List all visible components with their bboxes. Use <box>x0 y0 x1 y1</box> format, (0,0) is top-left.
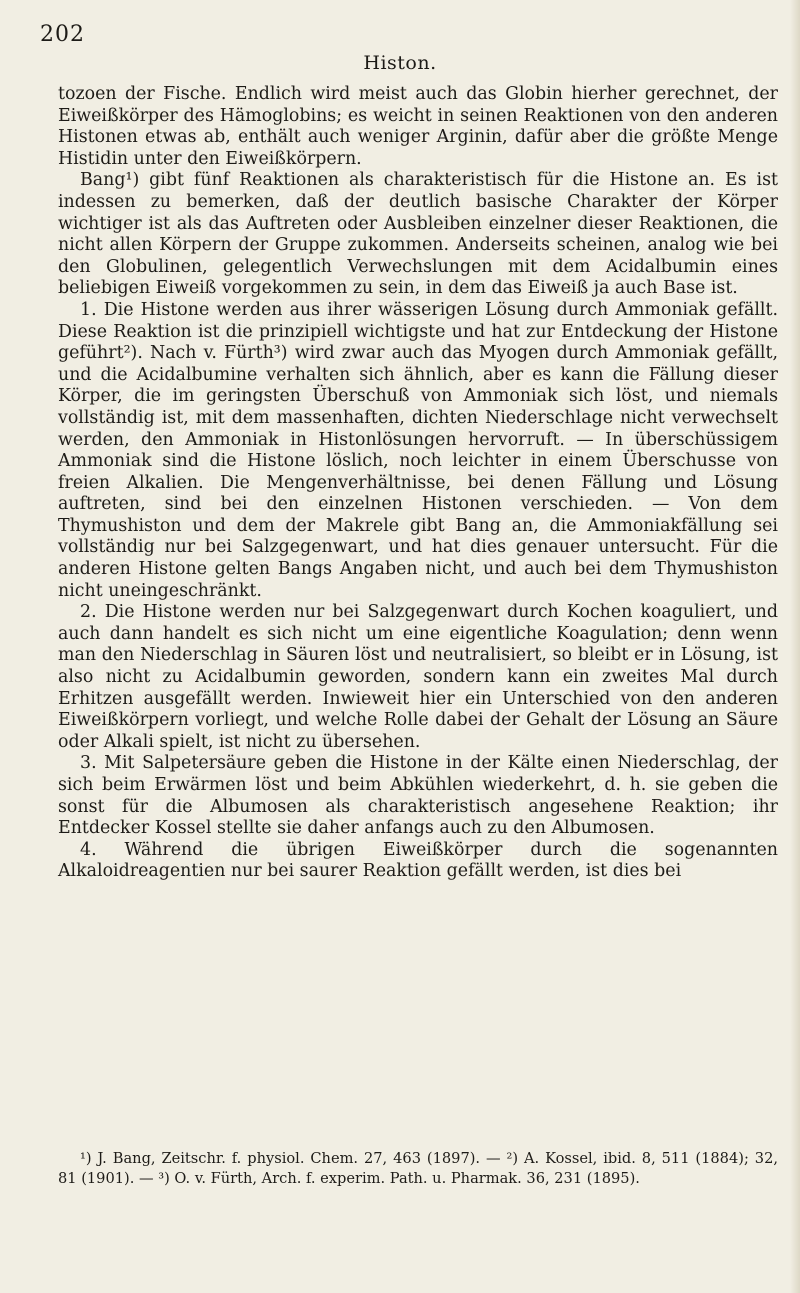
paragraph: 3. Mit Salpetersäure geben die Histone in der Kälte einen Niederschlag, der sich beim Erwärmen löst und beim Abkühlen wiederkehrt, d. h. sie geben die sonst für die Albumosen als charakteristisch angesehene Reaktion; ihr Entdecker Kossel stellte sie daher anfangs auch zu den Albumosen. <box>58 753 778 839</box>
paragraph: Bang¹) gibt fünf Reaktionen als charakteristisch für die Histone an. Es ist indessen zu bemerken, daß der deutlich basische Charakter der Körper wichtiger ist als das Auftreten oder Ausbleiben einzelner dieser Reaktionen, die nicht allen Körpern der Gruppe zukommen. Anderseits scheinen, analog wie bei den Globulinen, gelegentlich Verwechslungen mit dem Acidalbumin eines beliebigen Eiweiß vorgekommen zu sein, in dem das Eiweiß ja auch Base ist. <box>58 170 778 299</box>
page-number: 202 <box>40 22 85 47</box>
footnotes <box>58 1149 778 1189</box>
page-edge-shadow <box>790 0 800 1293</box>
paragraph: 4. Während die übrigen Eiweißkörper durch die sogenannten Alkaloidreagentien nur bei saurer Reaktion gefällt werden, ist dies bei <box>58 839 778 882</box>
paragraph: tozoen der Fische. Endlich wird meist auch das Globin hierher gerechnet, der Eiweißkörper des Hämoglobins; es weicht in seinen Reaktionen von den anderen Histonen etwas ab, enthält auch weniger Arginin, dafür aber die größte Menge Histidin unter den Eiweißkörpern. <box>58 84 778 169</box>
running-head: Histon. <box>363 52 437 74</box>
paragraph: 1. Die Histone werden aus ihrer wässerigen Lösung durch Ammoniak gefällt. Diese Reaktion ist die prinzipiell wichtigste und hat zur Entdeckung der Histone geführt²). Nach v. Fürth³) wird zwar auch das Myogen durch Ammoniak gefällt, und die Acidalbumine verhalten sich ähnlich, aber es kann die Fällung dieser Körper, die im geringsten Überschuß von Ammoniak sich löst, und niemals vollständig ist, mit dem massenhaften, dichten Niederschlage nicht verwechselt werden, den Ammoniak in Histonlösungen hervorruft. — In überschüssigem Ammoniak sind die Histone löslich, noch leichter in einem Überschusse von freien Alkalien. Die Mengenverhältnisse, bei denen Fällung und Lösung auftreten, sind bei den einzelnen Histonen verschieden. — Von dem Thymushiston und dem der Makrele gibt Bang an, die Ammoniakfällung sei vollständig nur bei Salzgegenwart, und hat dies genauer untersucht. Für die anderen Histone gelten Bangs Angaben nicht, und auch bei dem Thymushiston nicht uneingeschränkt. <box>58 299 778 601</box>
body-text <box>58 84 778 883</box>
footnote: ¹) J. Bang, Zeitschr. f. physiol. Chem. 27, 463 (1897). — ²) A. Kossel, ibid. 8, 511 (1884); 32, 81 (1901). — ³) O. v. Fürth, Arch. f. experim. Path. u. Pharmak. 36, 231 (1895). <box>58 1150 778 1187</box>
paragraph: 2. Die Histone werden nur bei Salzgegenwart durch Kochen koaguliert, und auch dann handelt es sich nicht um eine eigentliche Koagulation; denn wenn man den Niederschlag in Säuren löst und neutralisiert, so bleibt er in Lösung, ist also nicht zu Acidalbumin geworden, sondern kann ein zweites Mal durch Erhitzen ausgefällt werden. Inwieweit hier ein Unterschied von den anderen Eiweißkörpern vorliegt, und welche Rolle dabei der Gehalt der Lösung an Säure oder Alkali spielt, ist nicht zu übersehen. <box>58 602 778 752</box>
